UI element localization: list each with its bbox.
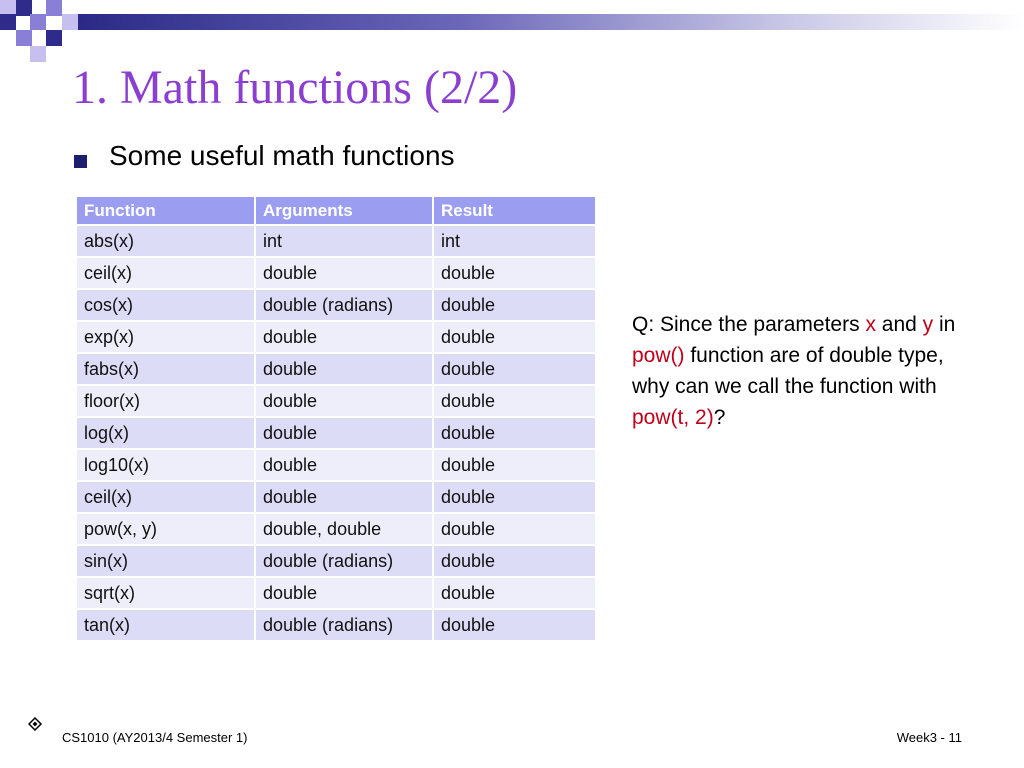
title-gradient-bar [78,14,1024,30]
arguments-cell: double (radians) [255,609,433,641]
function-cell: tan(x) [77,609,255,641]
function-cell: fabs(x) [77,353,255,385]
pow-call: pow(t, 2) [632,406,714,429]
result-cell: double [433,257,596,289]
table-row [77,257,596,289]
arguments-cell: double [255,577,433,609]
arguments-cell: double [255,481,433,513]
decor-square [16,30,32,46]
table-row [77,385,596,417]
result-cell: double [433,321,596,353]
arguments-cell: double [255,449,433,481]
result-cell: double [433,513,596,545]
decor-square [0,14,16,30]
result-cell: double [433,609,596,641]
function-cell: sin(x) [77,545,255,577]
footer-page-number: Week3 - 11 [896,730,962,745]
decor-square [46,0,62,16]
arguments-cell: double [255,417,433,449]
function-cell: exp(x) [77,321,255,353]
function-cell: ceil(x) [77,481,255,513]
pow-function: pow() [632,344,685,367]
table-row [77,321,596,353]
bullet-text: Some useful math functions [109,140,455,171]
question-part: in [933,313,956,336]
table-row [77,609,596,641]
result-cell: int [433,225,596,257]
table-row [77,289,596,321]
result-cell: double [433,353,596,385]
diamond-bullet-icon [28,717,42,731]
arguments-cell: double [255,385,433,417]
param-y: y [922,313,934,336]
column-header: Result [433,197,596,225]
slide-title: 1. Math functions (2/2) [72,61,518,114]
table-row [77,353,596,385]
arguments-cell: double [255,321,433,353]
table-row [77,449,596,481]
decor-square [30,46,46,62]
question-text [632,309,972,433]
result-cell: double [433,417,596,449]
table-row [77,225,596,257]
table-header-row [77,197,596,225]
result-cell: double [433,577,596,609]
square-bullet-icon [74,155,87,168]
question-part: function are of double type, why can we call the function with [632,344,944,398]
question-part: ? [713,406,726,429]
result-cell: double [433,481,596,513]
function-cell: log10(x) [77,449,255,481]
function-cell: cos(x) [77,289,255,321]
table-row [77,545,596,577]
function-cell: floor(x) [77,385,255,417]
arguments-cell: double (radians) [255,545,433,577]
result-cell: double [433,545,596,577]
question-part: Q: Since the parameters [632,313,866,336]
result-cell: double [433,289,596,321]
decor-square [46,30,62,46]
footer-course: CS1010 (AY2013/4 Semester 1) [62,730,248,745]
column-header: Arguments [255,197,433,225]
table-row [77,481,596,513]
result-cell: double [433,449,596,481]
function-cell: ceil(x) [77,257,255,289]
function-cell: abs(x) [77,225,255,257]
arguments-cell: double (radians) [255,289,433,321]
function-cell: log(x) [77,417,255,449]
arguments-cell: double [255,257,433,289]
decor-square [30,14,46,30]
function-cell: sqrt(x) [77,577,255,609]
column-header: Function [77,197,255,225]
function-cell: pow(x, y) [77,513,255,545]
math-functions-table [77,197,597,642]
decor-square [62,14,78,30]
table-row [77,577,596,609]
table-row [77,417,596,449]
arguments-cell: double, double [255,513,433,545]
question-part: and [875,313,923,336]
result-cell: double [433,385,596,417]
arguments-cell: int [255,225,433,257]
arguments-cell: double [255,353,433,385]
param-x: x [865,313,876,336]
table-row [77,513,596,545]
